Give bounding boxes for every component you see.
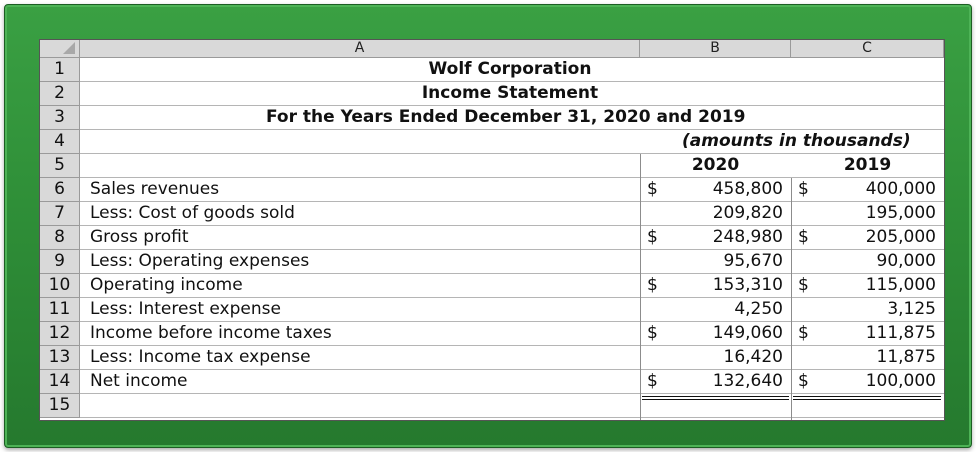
value-2019[interactable]: 195,000 [865,203,936,223]
row-label[interactable]: Less: Operating expenses [90,251,310,271]
row-label[interactable]: Income before income taxes [90,323,332,343]
dollar-sign-2020[interactable]: $ [647,371,658,391]
select-all-icon [63,42,75,54]
row-label[interactable]: Less: Interest expense [90,299,281,319]
row-label[interactable]: Less: Income tax expense [90,347,311,367]
row-number[interactable]: 5 [40,154,80,178]
year-2019-header[interactable]: 2019 [843,155,892,175]
row-number[interactable]: 1 [40,58,80,82]
select-all-corner[interactable] [40,40,80,58]
value-2020[interactable]: 95,670 [723,251,783,271]
dollar-sign-2019[interactable]: $ [798,371,809,391]
row-number[interactable]: 6 [40,178,80,202]
row-label[interactable]: Gross profit [90,227,189,247]
row-label[interactable]: Operating income [90,275,243,295]
row-number[interactable]: 8 [40,226,80,250]
row-number[interactable]: 10 [40,274,80,298]
value-2019[interactable]: 100,000 [865,371,936,391]
dollar-sign-2020[interactable]: $ [647,179,658,199]
dollar-sign-2020[interactable]: $ [647,323,658,343]
gridline-row [80,393,944,394]
value-2020[interactable]: 458,800 [712,179,783,199]
spreadsheet [39,39,945,421]
units-label[interactable]: (amounts in thousands) [682,131,911,151]
column-header-a[interactable]: A [80,40,640,58]
row-number[interactable]: 9 [40,250,80,274]
row-label[interactable]: Less: Cost of goods sold [90,203,295,223]
value-2020[interactable]: 4,250 [734,299,783,319]
green-frame [4,4,972,448]
dollar-sign-2020[interactable]: $ [647,227,658,247]
value-2020[interactable]: 153,310 [712,275,783,295]
value-2020[interactable]: 248,980 [712,227,783,247]
row-number[interactable]: 13 [40,346,80,370]
row-number[interactable]: 4 [40,130,80,154]
row-number[interactable]: 14 [40,370,80,394]
row-number[interactable]: 3 [40,106,80,130]
year-2020-header[interactable]: 2020 [691,155,740,175]
value-2019[interactable]: 111,875 [865,323,936,343]
gridline-row [80,417,944,418]
row-label[interactable]: Net income [90,371,188,391]
row-label[interactable]: Sales revenues [90,179,220,199]
row-number[interactable]: 15 [40,394,80,418]
column-header-c[interactable]: C [791,40,944,58]
dollar-sign-2019[interactable]: $ [798,323,809,343]
company-title[interactable]: Wolf Corporation [428,59,592,79]
value-2020[interactable]: 209,820 [712,203,783,223]
value-2020[interactable]: 149,060 [712,323,783,343]
value-2019[interactable]: 400,000 [865,179,936,199]
value-2019[interactable]: 90,000 [876,251,936,271]
dollar-sign-2020[interactable]: $ [647,275,658,295]
row-number[interactable]: 2 [40,82,80,106]
row-number[interactable]: 11 [40,298,80,322]
row-number[interactable]: 12 [40,322,80,346]
dollar-sign-2019[interactable]: $ [798,179,809,199]
value-2020[interactable]: 16,420 [723,347,783,367]
period-title[interactable]: For the Years Ended December 31, 2020 and 2019 [266,107,746,127]
value-2019[interactable]: 11,875 [876,347,936,367]
column-header-b[interactable]: B [640,40,791,58]
double-underline-2020 [642,396,789,400]
value-2020[interactable]: 132,640 [712,371,783,391]
dollar-sign-2019[interactable]: $ [798,227,809,247]
double-underline-2019 [793,396,941,400]
statement-title[interactable]: Income Statement [421,83,599,103]
row-number[interactable]: 7 [40,202,80,226]
value-2019[interactable]: 3,125 [887,299,936,319]
dollar-sign-2019[interactable]: $ [798,275,809,295]
value-2019[interactable]: 205,000 [865,227,936,247]
value-2019[interactable]: 115,000 [865,275,936,295]
